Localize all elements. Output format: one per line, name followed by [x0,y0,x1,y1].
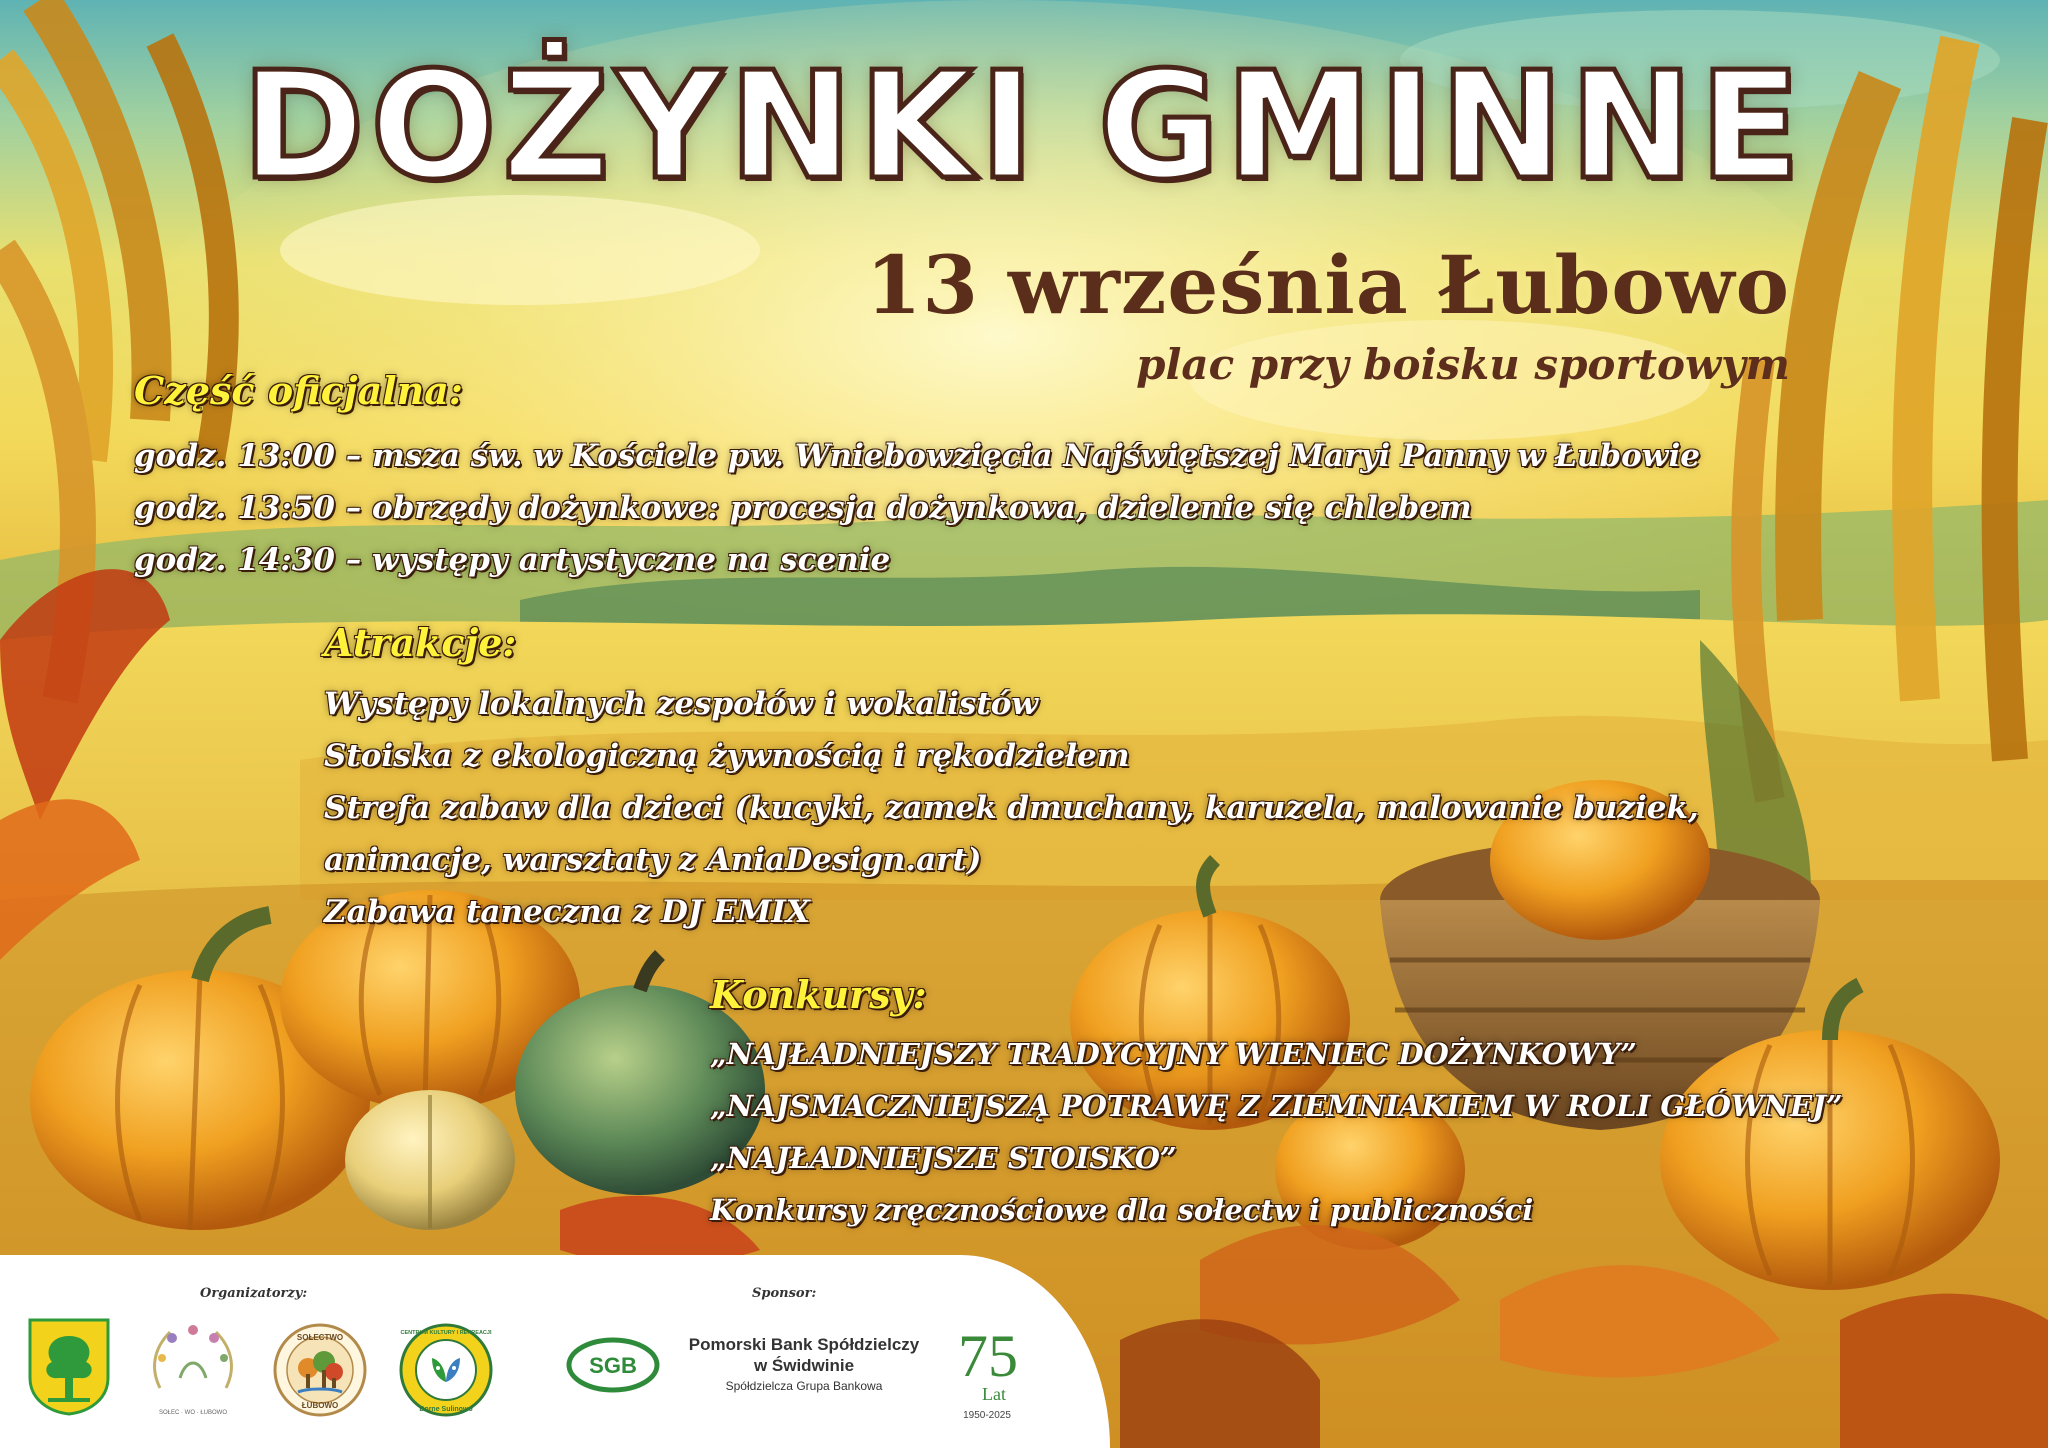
organizers-label: Organizatorzy: [200,1286,308,1301]
official-part-heading: Część oficjalna: [134,368,463,413]
main-title: DOŻYNKI GMINNE [241,40,1807,212]
sponsor-bank-name [664,1334,944,1376]
wreath-flowers-logo [140,1318,246,1418]
anniversary-number: 75 [958,1323,1018,1389]
contest-item: „NAJSMACZNIEJSZĄ POTRAWĘ Z ZIEMNIAKIEM W ROLI GŁÓWNEJ” [710,1089,1843,1123]
schedule-item: godz. 13:00 – msza św. w Kościele pw. Wniebowzięcia Najświętszej Maryi Panny w Łubowie [134,438,1700,474]
bank-name-line1: Pomorski Bank Spółdzielczy [688,1335,920,1354]
contest-item: „NAJŁADNIEJSZE STOISKO” [710,1141,1177,1175]
bank-group-name: Spółdzielcza Grupa Bankowa [725,1379,883,1393]
wreath-logo-caption: SOŁEC · WO · ŁUBOWO [158,1410,228,1416]
gmina-crest-logo [28,1318,110,1416]
solectwo-lubowo-logo [272,1322,368,1418]
attraction-item: Strefa zabaw dla dzieci (kucyki, zamek dmuchany, karuzela, malowanie buziek, [324,790,1699,826]
official-schedule-list [134,430,1700,586]
sgb-badge-logo [566,1336,660,1394]
contests-heading: Konkursy: [710,972,927,1017]
event-venue: plac przy boisku sportowym [1136,340,1790,389]
sgb-badge-text: SGB [589,1353,637,1378]
bank-name-line2: w Świdwinie [753,1356,855,1375]
attractions-heading: Atrakcje: [324,620,517,665]
anniversary-word: Lat [982,1384,1006,1404]
centrum-logo-ring-text: CENTRUM KULTURY I REKREACJI [400,1330,492,1336]
centrum-logo-bottom-text: Borne Sulinowo [419,1406,473,1413]
anniversary-75-logo [948,1316,1028,1412]
solectwo-logo-bottom-text: ŁUBOWO [301,1401,339,1410]
schedule-item: godz. 14:30 – występy artystyczne na scenie [134,542,891,578]
anniversary-years: 1950-2025 [963,1410,1011,1421]
schedule-item: godz. 13:50 – obrzędy dożynkowe: procesja dożynkowa, dzielenie się chlebem [134,490,1472,526]
attraction-item: animacje, warsztaty z AniaDesign.art) [324,842,982,878]
attractions-list [324,678,1699,938]
centrum-kultury-logo [398,1322,494,1418]
attraction-item: Występy lokalnych zespołów i wokalistów [324,686,1039,722]
contest-item: Konkursy zręcznościowe dla sołectw i publiczności [710,1193,1534,1227]
solectwo-logo-top-text: SOŁECTWO [296,1333,344,1342]
attraction-item: Stoiska z ekologiczną żywnością i rękodziełem [324,738,1130,774]
attraction-item: Zabawa taneczna z DJ EMIX [324,894,810,930]
sponsor-label: Sponsor: [752,1286,817,1301]
contests-list [710,1028,1843,1236]
contest-item: „NAJŁADNIEJSZY TRADYCYJNY WIENIEC DOŻYNKOWY” [710,1037,1637,1071]
event-date-place: 13 września Łubowo [865,238,1790,332]
